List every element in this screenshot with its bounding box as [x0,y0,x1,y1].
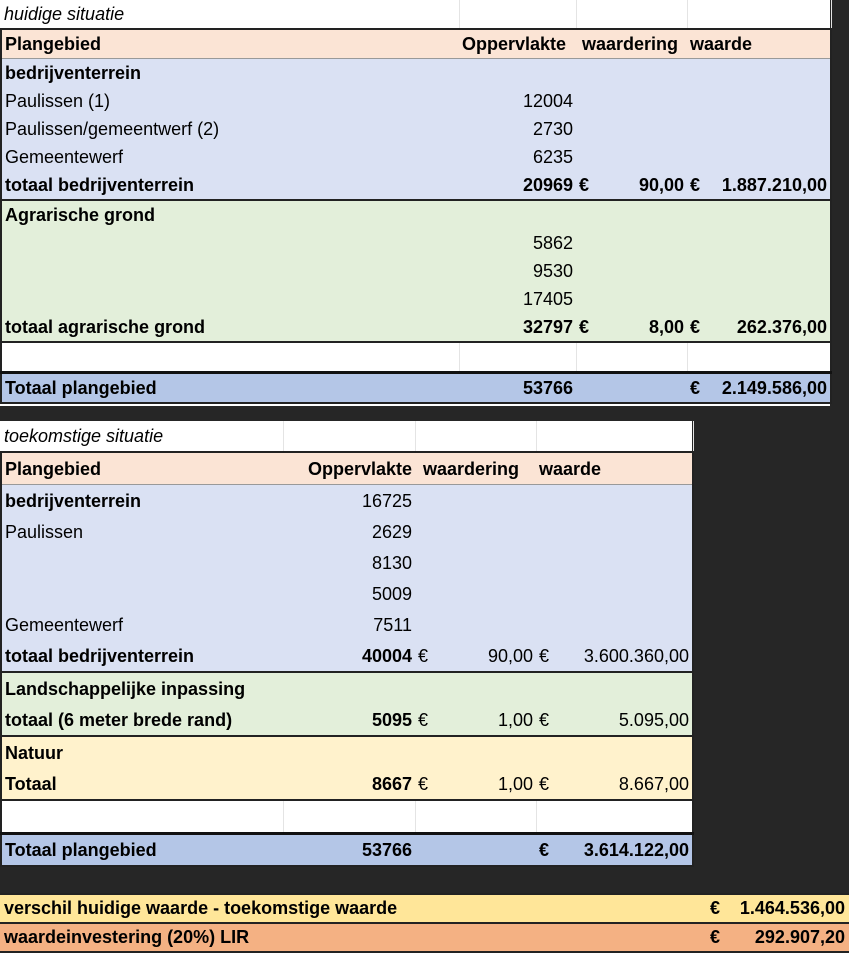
subtotal-waardering: 90,00 [487,645,533,666]
row-label: bedrijventerrein [1,485,283,517]
table-row [1,115,831,143]
section-title: bedrijventerrein [1,59,459,88]
row-oppervlakte: 2629 [283,516,415,547]
total-oppervlakte: 53766 [459,373,576,404]
subtotal-waardering: 8,00 [648,317,684,337]
table-row [1,229,831,257]
row-label: Paulissen/gemeentwerf (2) [1,115,459,143]
subtotal-oppervlakte: 5095 [283,704,415,736]
header-waarde: waarde [687,29,831,59]
currency-symbol: € [690,378,701,398]
currency-symbol: € [579,317,590,337]
row-oppervlakte: 5009 [283,578,415,609]
investering-label: waardeinvestering (20%) LIR [0,923,700,952]
verschil-row [0,894,849,923]
section-title: Landschappelijke inpassing [1,672,283,704]
subtotal-row [1,171,831,200]
header-plangebied: Plangebied [1,29,459,59]
row-oppervlakte: 2730 [459,115,576,143]
currency-symbol: € [539,773,550,794]
subtotal-label: totaal bedrijventerrein [1,171,459,200]
table-row [1,485,693,517]
subtotal-waardering: 1,00 [497,773,533,794]
row-label [1,547,283,578]
subtotal-row [1,768,693,800]
row-label [1,578,283,609]
currency-symbol: € [700,923,720,952]
table-row [1,578,693,609]
header-oppervlakte: Oppervlakte [283,452,415,485]
section-title: Natuur [1,736,283,768]
total-row [1,834,693,867]
subtotal-label: totaal (6 meter brede rand) [1,704,283,736]
subtotal-oppervlakte: 40004 [283,640,415,672]
section-row [1,672,693,704]
subtotal-waardering: 90,00 [638,175,684,195]
table-row [1,285,831,313]
currency-symbol: € [539,645,550,666]
row-label: Gemeentewerf [1,609,283,640]
subtotal-label: Totaal [1,768,283,800]
huidige-situatie-sheet [0,0,830,406]
header-row [1,452,693,485]
table-row [1,143,831,171]
row-oppervlakte: 6235 [459,143,576,171]
subtotal-oppervlakte: 20969 [459,171,576,200]
currency-symbol: € [700,894,720,923]
section-row [1,59,831,88]
row-label: Paulissen [1,516,283,547]
blank-row [1,342,831,373]
investering-row [0,923,849,952]
verschil-value: 1.464.536,00 [720,894,849,923]
currency-symbol: € [418,709,429,730]
table-row [1,547,693,578]
row-oppervlakte: 8130 [283,547,415,578]
header-waardering: waardering [415,452,536,485]
total-label: Totaal plangebied [1,373,459,404]
table-row [1,257,831,285]
currency-symbol: € [690,317,701,337]
total-label: Totaal plangebied [1,834,283,867]
currency-symbol: € [418,773,429,794]
section-row [1,200,831,229]
total-waarde: 3.614.122,00 [583,840,689,860]
row-label: Gemeentewerf [1,143,459,171]
toekomstige-situatie-table [0,421,694,867]
row-oppervlakte: 7511 [283,609,415,640]
row-oppervlakte: 16725 [283,485,415,517]
huidige-situatie-table [0,0,832,404]
header-plangebied: Plangebied [1,452,283,485]
header-waarde: waarde [536,452,693,485]
subtotal-waarde: 1.887.210,00 [721,175,827,195]
row-oppervlakte: 12004 [459,87,576,115]
subtotal-oppervlakte: 8667 [283,768,415,800]
header-oppervlakte: Oppervlakte [459,29,576,59]
table-row [1,609,693,640]
currency-symbol: € [539,840,550,860]
subtotal-oppervlakte: 32797 [459,313,576,342]
total-waarde: 2.149.586,00 [721,378,827,398]
table-row [1,516,693,547]
subtotal-row [1,313,831,342]
currency-symbol: € [539,709,550,730]
caption: huidige situatie [1,0,459,29]
verschil-label: verschil huidige waarde - toekomstige waarde [0,894,700,923]
currency-symbol: € [690,175,701,195]
subtotal-waarde: 3.600.360,00 [583,645,689,666]
subtotal-waarde: 8.667,00 [618,773,689,794]
subtotal-label: totaal agrarische grond [1,313,459,342]
blank-row [1,800,693,834]
row-oppervlakte: 5862 [459,229,576,257]
section-row [1,736,693,768]
row-label: Paulissen (1) [1,87,459,115]
total-row [1,373,831,404]
section-title: Agrarische grond [1,200,459,229]
row-oppervlakte: 9530 [459,257,576,285]
subtotal-row [1,640,693,672]
subtotal-waarde: 262.376,00 [736,317,827,337]
total-oppervlakte: 53766 [283,834,415,867]
toekomstige-situatie-sheet [0,421,692,866]
table-row [1,87,831,115]
subtotal-waarde: 5.095,00 [618,709,689,730]
summary-table [0,893,849,953]
currency-symbol: € [418,645,429,666]
subtotal-waardering: 1,00 [497,709,533,730]
header-waardering: waardering [576,29,687,59]
investering-value: 292.907,20 [720,923,849,952]
header-row [1,29,831,59]
row-oppervlakte: 17405 [459,285,576,313]
subtotal-row [1,704,693,736]
currency-symbol: € [579,175,590,195]
caption: toekomstige situatie [1,421,283,452]
subtotal-label: totaal bedrijventerrein [1,640,283,672]
